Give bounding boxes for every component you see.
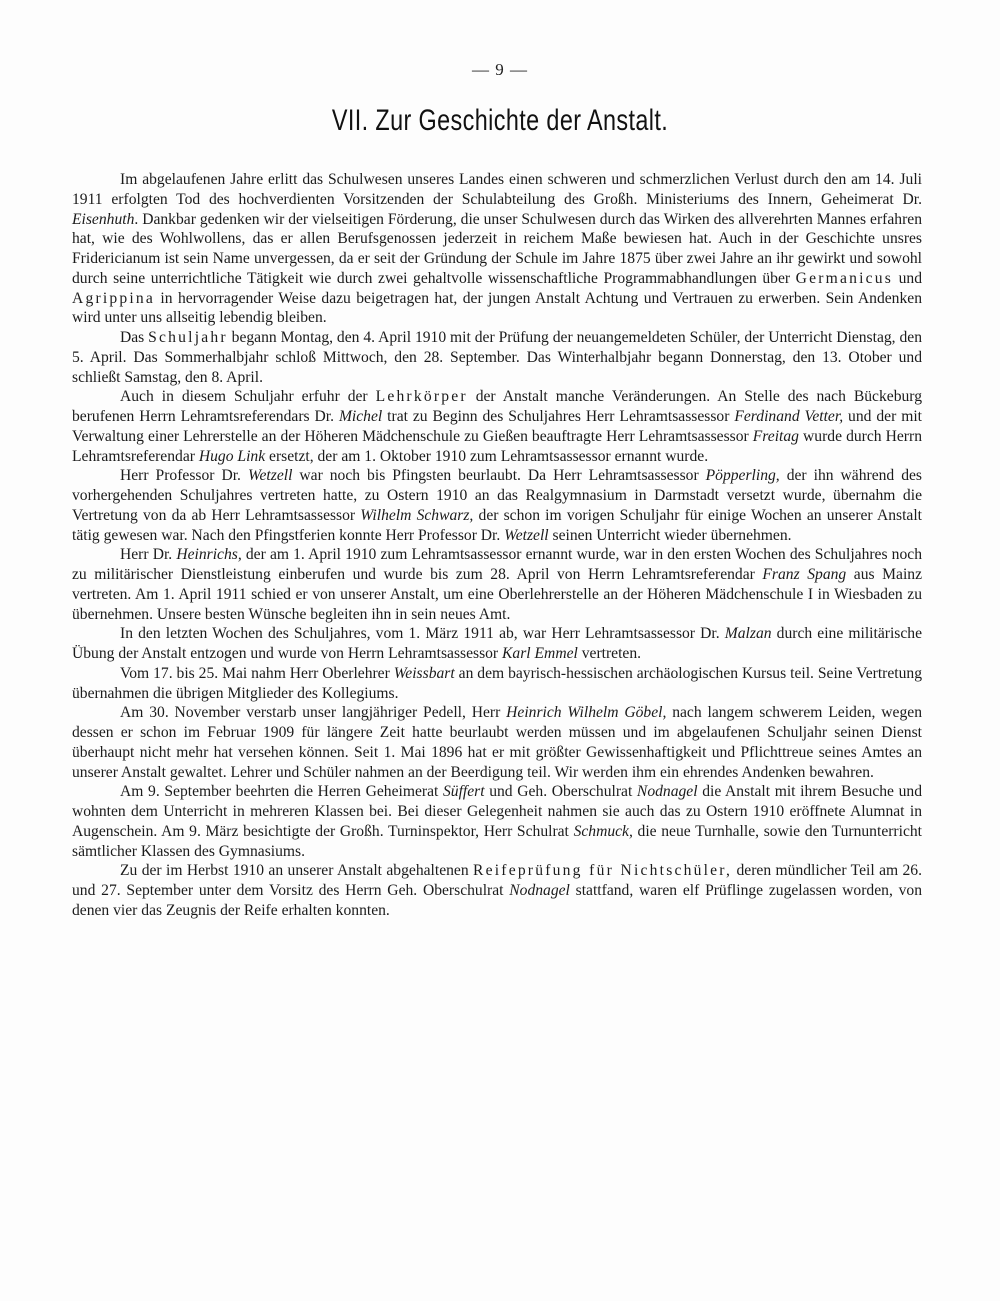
italic-name: Malzan	[724, 625, 772, 643]
text-run: und Geh. Oberschulrat	[484, 783, 637, 801]
italic-name: Franz Spang	[762, 566, 847, 583]
text-run: Am 30. November verstarb unser langjähriger Pedell, Herr	[120, 704, 507, 722]
italic-name: Karl Emmel	[502, 645, 578, 662]
italic-name: Pöpperling,	[705, 467, 780, 485]
italic-name: Weissbart	[393, 664, 455, 682]
text-run: seinen Unterricht wieder übernehmen.	[548, 526, 792, 544]
italic-name: Freitag	[752, 427, 799, 445]
text-run: deren mündlicher Teil am 26. und 27. September unter dem Vorsitz des Herrn Geh. Oberschulrat	[72, 862, 923, 899]
paragraph	[72, 782, 922, 861]
text-run: Auch in diesem Schuljahr erfuhr der	[120, 388, 376, 406]
text-run: war noch bis Pfingsten beurlaubt. Da Herr Lehramtsassessor	[292, 467, 706, 485]
paragraph	[72, 328, 922, 387]
italic-name: Nodnagel	[509, 882, 570, 899]
paragraph	[72, 387, 922, 466]
text-run: ersetzt, der am 1. Oktober 1910 zum Lehramtsassessor ernannt wurde.	[265, 447, 709, 465]
paragraph	[72, 703, 922, 782]
italic-name: Schmuck,	[573, 822, 633, 840]
paragraph	[72, 861, 922, 920]
paragraph	[72, 624, 922, 664]
italic-name: Heinrichs,	[176, 546, 242, 564]
spaced-emphasis: Reifeprüfung für Nichtschüler,	[473, 862, 733, 880]
text-run: Vom 17. bis 25. Mai nahm Herr Oberlehrer	[120, 664, 394, 682]
text-run: an dem bayrisch-hessischen archäologischen Kursus teil. Seine Vertretung übernahmen die übrigen Mitglieder des Kollegiums.	[72, 664, 922, 702]
spaced-emphasis: Germanicus	[795, 269, 894, 287]
text-run: begann Montag, den 4. April 1910 mit der Prüfung der neuangemeldeten Schüler, der Unterricht Dienstag, den 5. April. Das Sommerhalbjahr schloß Mittwoch, den 28. September. Das Winterhalbjahr begann Donnerstag, den 13. Otober und schließt Samstag, den 8. April.	[72, 329, 922, 386]
italic-name: Hugo Link	[198, 447, 266, 465]
text-run: In den letzten Wochen des Schuljahres, vom 1. März 1911 ab, war Herr Lehramtsassessor Dr.	[120, 625, 725, 643]
paragraph	[72, 545, 922, 624]
text-run: in hervorragender Weise dazu beigetragen hat, der jungen Anstalt Achtung und Vertrauen zu erwerben. Sein Andenken wird unter uns allseitig lebendig bleiben.	[72, 289, 922, 327]
text-run: die Anstalt mit ihrem Besuche und wohnten dem Unterricht in mehreren Klassen bei. Bei dieser Gelegenheit nahmen sie auch das zu Ostern 1910 eröffnete Alumnat in Augenschein. Am 9. März besichtigte der Großh. Turninspektor, Herr Schulrat	[72, 783, 922, 840]
text-run: durch eine militärische Übung der Anstalt entzogen und wurde von Herrn Lehramtsassessor	[72, 625, 922, 662]
text-run: aus Mainz vertreten. Am 1. April 1911 schied er von unserer Anstalt, um eine Oberlehrerstelle an der Höheren Mädchenschule I in Wiesbaden zu übernehmen. Unsere besten Wünsche begleiten ihn in sein neues Amt.	[72, 566, 923, 623]
text-run: Herr Dr.	[120, 546, 177, 564]
spaced-emphasis: Agrippina	[72, 289, 156, 307]
paragraph	[72, 170, 922, 328]
italic-name: Heinrich Wilhelm Göbel,	[506, 704, 667, 722]
text-run: stattfand, waren elf Prüflinge zugelassen worden, von denen vier das Zeugnis der Reife erhalten konnten.	[72, 882, 922, 919]
spaced-emphasis: Schuljahr	[148, 329, 228, 346]
paragraph	[72, 466, 922, 545]
page-number: — 9 —	[472, 60, 528, 79]
text-run: vertreten.	[577, 645, 642, 662]
text-run: Das	[120, 329, 149, 346]
spaced-emphasis: Lehrkörper	[375, 388, 468, 406]
text-run: und	[893, 269, 922, 287]
body-text	[72, 170, 922, 921]
text-run: nach langem schwerem Leiden, wegen dessen er schon im Februar 1909 für längere Zeit hatte beurlaubt werden müssen und im abgelaufenen Schuljahr seinen Dienst überhaupt nicht mehr hat versehen können. Seit 1. Mai 1896 hat er mit größter Gewissenhaftigkeit und Pflichttreue seines Amtes an unserer Anstalt gewaltet. Lehrer und Schüler nahmen an der Beerdigung teil. Wir werden ihm ein ehrendes Andenken bewahren.	[72, 704, 922, 781]
text-run: und der mit Verwaltung einer Lehrerstelle an der Höheren Mädchenschule zu Gießen beauftragte Herr Lehramtsassessor	[72, 408, 922, 445]
text-run: die neue Turnhalle, sowie den Turnunterricht sämtlicher Klassen des Gymnasiums.	[72, 822, 923, 860]
text-run: . Dankbar gedenken wir der vielseitigen Förderung, die unser Schulwesen durch das Wirken des allverehrten Mannes erfahren hat, wie des Wohlwollens, das er allen Berufsgenossen jederzeit in reichem Maße bewiesen hat. Auch in der Geschichte unsres Fridericianum ist sein Name unvergessen, da er seit der Gründung der Schule im Jahre 1875 über zwei Jahre an ihr gewirkt und sowohl durch seine unterrichtliche Tätigkeit wie durch zwei gehaltvolle wissenschaftliche Programmabhandlungen über	[72, 210, 922, 287]
italic-name: Nodnagel	[636, 783, 698, 801]
italic-name: Michel	[338, 408, 383, 425]
italic-name: Wetzell	[247, 467, 293, 485]
text-run: Am 9. September beehrten die Herren Geheimerat	[120, 783, 443, 801]
paragraph	[72, 664, 922, 704]
italic-name: Eisenhuth	[72, 210, 135, 228]
section-heading: VII. Zur Geschichte der Anstalt.	[331, 104, 669, 137]
text-run: trat zu Beginn des Schuljahres Herr Lehramtsassessor	[382, 408, 735, 425]
text-run: der ihn während des vorhergehenden Schuljahres vertreten hatte, zu Ostern 1910 an das Realgymnasium in Darmstadt versetzt wurde, übernahm die Vertretung von da ab Herr Lehramtsassessor	[72, 467, 922, 524]
text-run: Im abgelaufenen Jahre erlitt das Schulwesen unseres Landes einen schweren und schmerzlichen Verlust durch den am 14. Juli 1911 erfolgten Tod des hochverdienten Vorsitzenden der Schulabteilung des Großh. Ministeriums des Innern, Geheimerat Dr.	[72, 171, 922, 208]
text-run: der am 1. April 1910 zum Lehramtsassessor ernannt wurde, war in den ersten Wochen des Schuljahres noch zu militärischer Dienstleistung einberufen und wurde bis zum 28. April von Herrn Lehramtsreferendar	[72, 546, 922, 583]
text-run: wurde durch Herrn Lehramtsreferendar	[72, 427, 922, 465]
italic-name: Wilhelm Schwarz,	[360, 506, 474, 524]
italic-name: Wetzell	[504, 526, 549, 544]
text-run: Zu der im Herbst 1910 an unserer Anstalt abgehaltenen	[120, 862, 474, 880]
italic-name: Ferdinand Vetter,	[734, 408, 844, 425]
text-run: der Anstalt manche Veränderungen. An Stelle des nach Bückeburg berufenen Herrn Lehramtsreferendars Dr.	[72, 388, 922, 425]
text-run: der schon im vorigen Schuljahr für einige Wochen an unserer Anstalt tätig gewesen war. Nach den Pfingstferien konnte Herr Professor Dr.	[72, 506, 922, 544]
text-run: Herr Professor Dr.	[120, 467, 248, 485]
italic-name: Süffert	[442, 783, 485, 801]
